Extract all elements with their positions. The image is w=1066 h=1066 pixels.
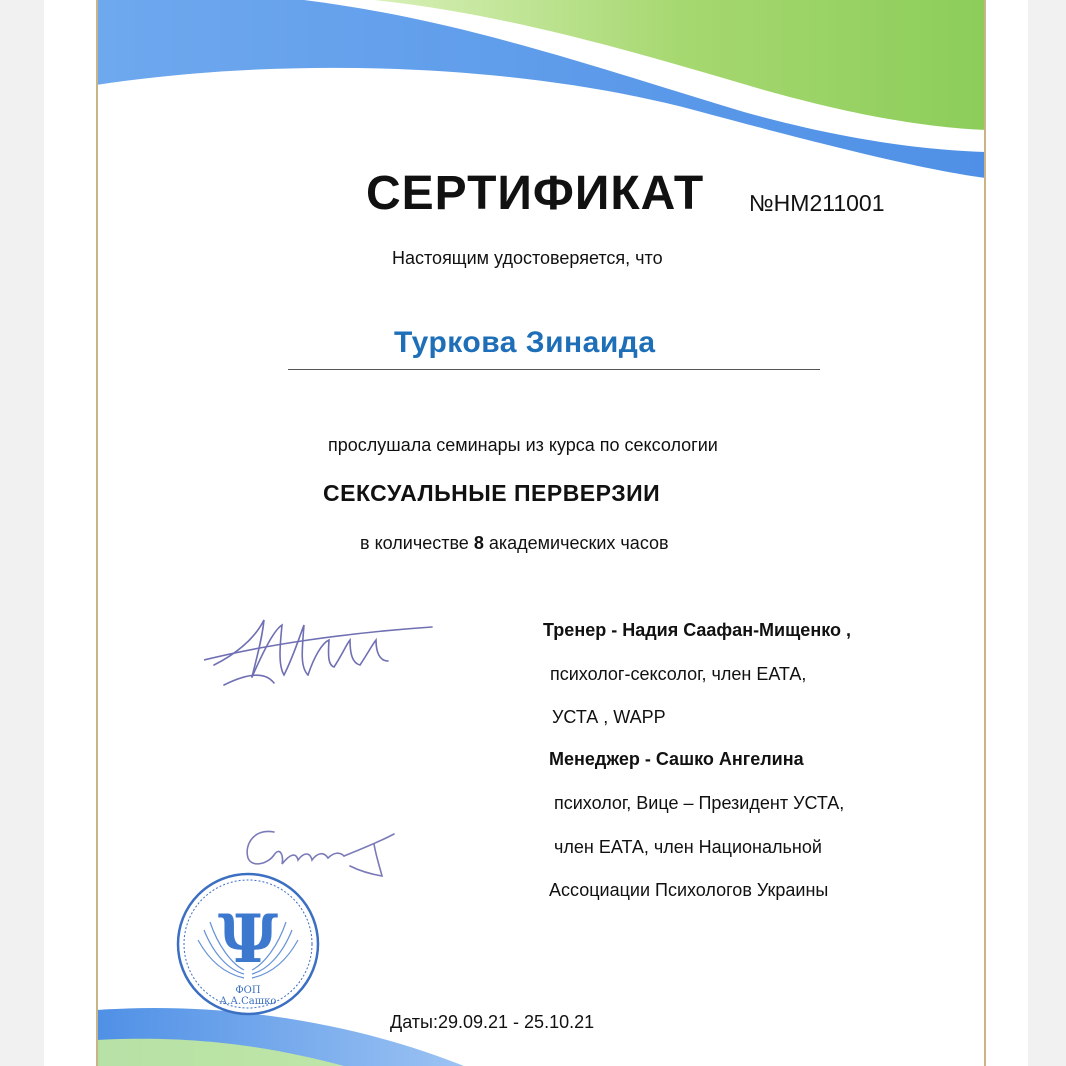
manager-heading: Менеджер - Сашко Ангелина: [549, 749, 804, 769]
certification-intro: Настоящим удостоверяется, что: [392, 248, 663, 268]
trainer-signature: [204, 605, 434, 695]
seal-psi-symbol: Ψ: [217, 900, 279, 978]
course-title: СЕКСУАЛЬНЫЕ ПЕРВЕРЗИИ: [323, 480, 661, 506]
trainer-line-1: психолог-сексолог, член ЕАТА,: [550, 664, 807, 684]
organization-seal: [174, 870, 322, 1018]
hours-value: 8: [473, 533, 484, 553]
hours-line: [360, 533, 669, 554]
hours-suffix: академических часов: [488, 533, 669, 553]
seal-text-2: А.А.Сашко: [219, 996, 277, 1007]
manager-line-3: Ассоциации Психологов Украины: [549, 880, 829, 900]
seal-text-1: ФОП: [235, 985, 261, 996]
trainer-line-2: УСТА , WAPP: [552, 707, 666, 727]
trainer-heading: Тренер - Надия Саафан-Мищенко ,: [543, 620, 851, 640]
course-dates: Даты:29.09.21 - 25.10.21: [390, 1012, 595, 1032]
course-intro: прослушала семинары из курса по сексологии: [328, 435, 718, 455]
name-underline: [288, 369, 820, 370]
hours-prefix: в количестве: [360, 533, 469, 553]
certificate-page: [44, 0, 1028, 1066]
manager-line-1: психолог, Вице – Президент УСТА,: [554, 793, 845, 813]
certificate-title: СЕРТИФИКАТ: [366, 167, 705, 220]
certificate-number: №НМ211001: [749, 190, 885, 216]
recipient-name: Туркова Зинаида: [394, 326, 656, 359]
manager-line-2: член ЕАТА, член Национальной: [554, 837, 822, 857]
